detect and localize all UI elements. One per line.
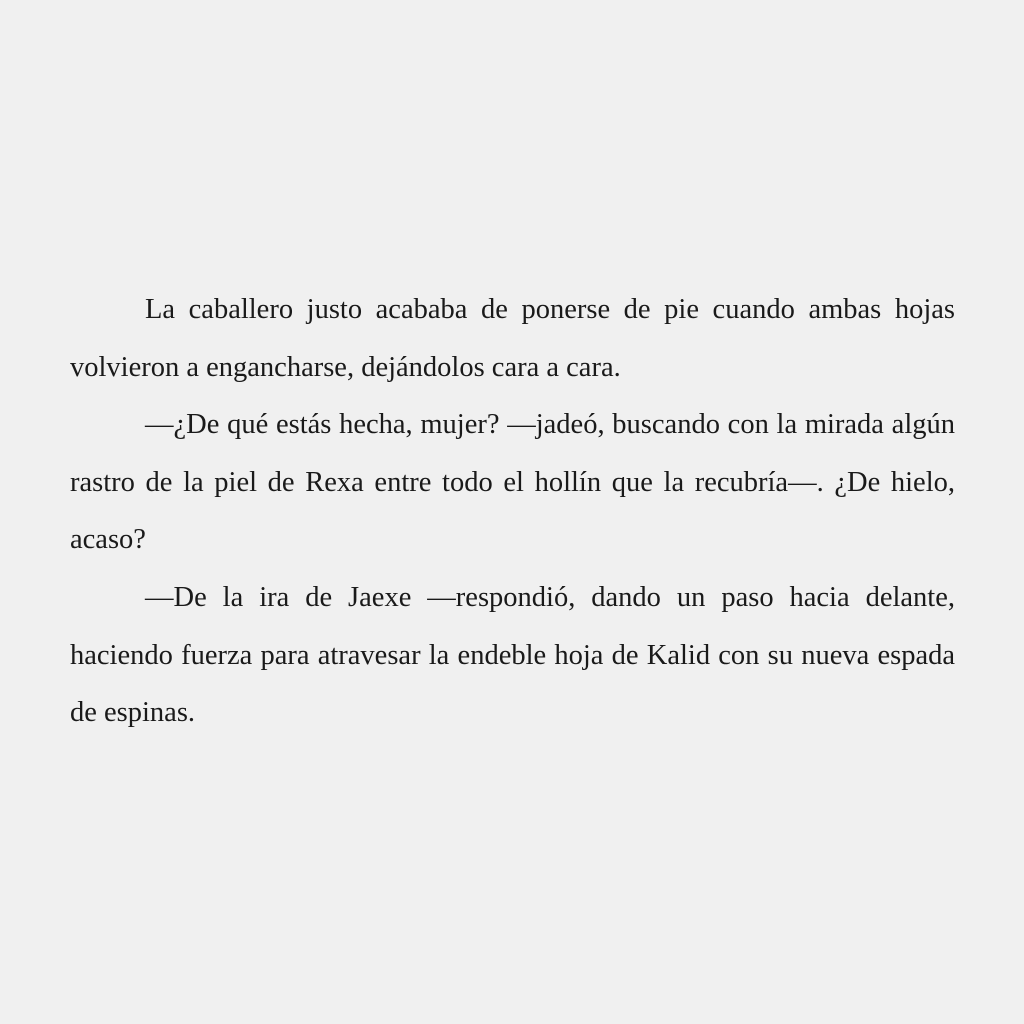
paragraph-2: —¿De qué estás hecha, mujer? —jadeó, buscando con la mirada algún rastro de la piel de Rexa entre todo el hollín que la recubría—. ¿De hielo, acaso? [70,409,955,556]
paragraph-1: La caballero justo acababa de ponerse de pie cuando ambas hojas volvieron a engancharse, dejándolos cara a cara. [70,294,955,383]
paragraph-3: —De la ira de Jaexe —respondió, dando un paso hacia delante, haciendo fuerza para atravesar la endeble hoja de Kalid con su nueva espada de espinas. [70,581,955,729]
body-text [70,281,955,742]
